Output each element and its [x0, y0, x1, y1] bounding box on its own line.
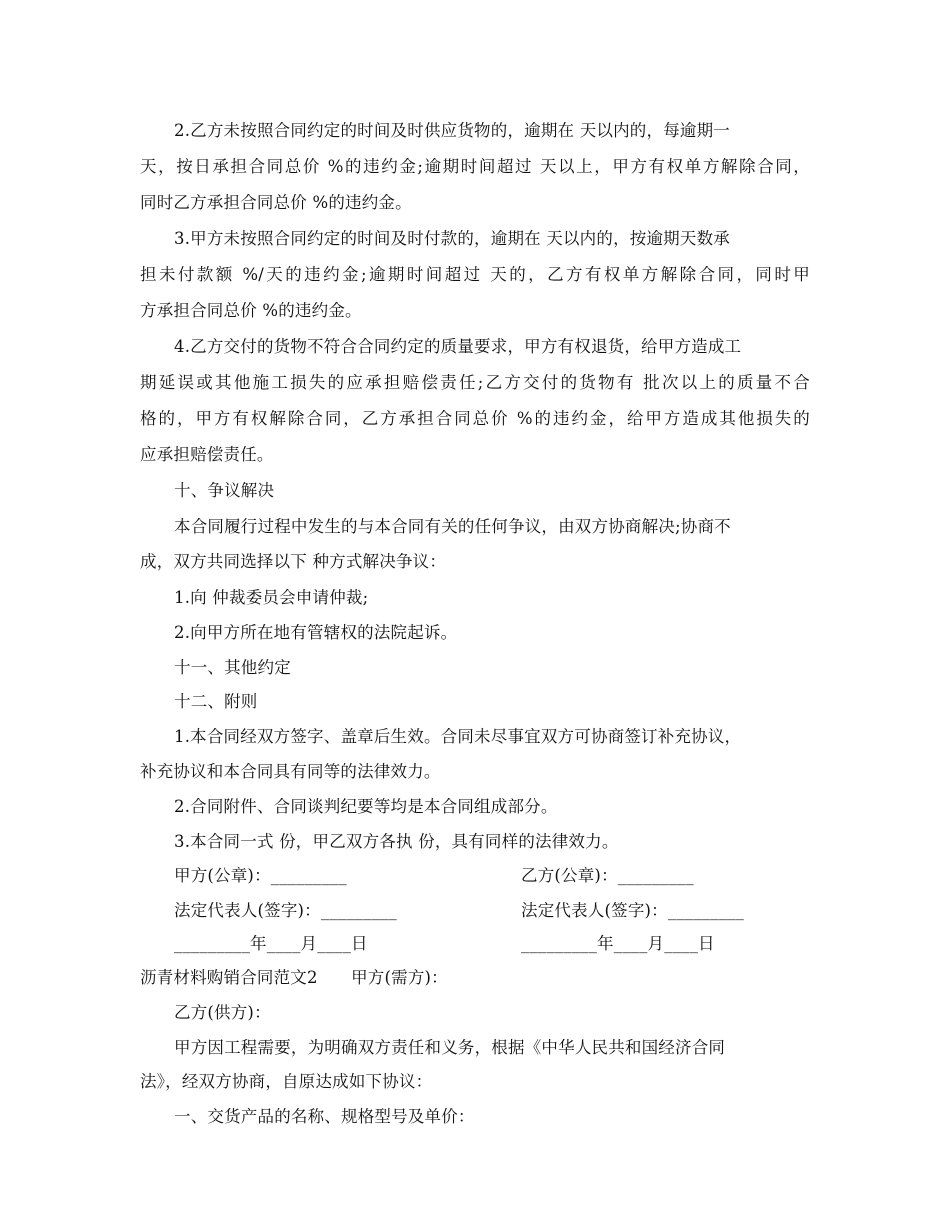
section-heading-other: 十一、其他约定: [174, 658, 291, 677]
clause-4-line-2: 期延误或其他施工损失的应承担赔偿责任;乙方交付的货物有 批次以上的质量不合: [140, 373, 810, 392]
preamble-line-2: 法》，经双方协商，自原达成如下协议：: [140, 1072, 433, 1091]
clause-4-line-4: 应承担赔偿责任。: [140, 445, 274, 464]
clause-4-line-1: 4.乙方交付的货物不符合合同约定的质量要求，甲方有权退货，给甲方造成工: [174, 337, 742, 356]
party-b-seal: 乙方(公章)：_________: [521, 866, 694, 885]
clause-2-line-2: 天，按日承担合同总价 %的违约金;逾期时间超过 天以上，甲方有权单方解除合同，: [140, 157, 810, 176]
dispute-line-2: 成，双方共同选择以下 种方式解决争议：: [140, 552, 447, 571]
dispute-line-1: 本合同履行过程中发生的与本合同有关的任何争议，由双方协商解决;协商不: [174, 517, 731, 536]
clause-3-line-2: 担未付款额 %/天的违约金;逾期时间超过 天的，乙方有权单方解除合同，同时甲: [140, 265, 810, 284]
appendix-3: 3.本合同一式 份，甲乙双方各执 份，具有同样的法律效力。: [174, 832, 619, 851]
clause-2-line-3: 同时乙方承担合同总价 %的违约金。: [140, 193, 412, 212]
dispute-option-2: 2.向甲方所在地有管辖权的法院起诉。: [174, 623, 458, 642]
appendix-1-line-2: 补充协议和本合同具有同等的法律效力。: [140, 762, 441, 781]
clause-4-line-3: 格的，甲方有权解除合同，乙方承担合同总价 %的违约金，给甲方造成其他损失的: [140, 409, 810, 428]
appendix-1-line-1: 1.本合同经双方签字、盖章后生效。合同未尽事宜双方可协商签订补充协议，: [174, 727, 742, 746]
party-b-representative: 法定代表人(签字)：_________: [521, 901, 744, 920]
party-a-representative: 法定代表人(签字)：_________: [174, 901, 397, 920]
preamble-line-1: 甲方因工程需要，为明确双方责任和义务，根据《中华人民共和国经济合同: [174, 1038, 726, 1057]
clause-3-line-1: 3.甲方未按照合同约定的时间及时付款的，逾期在 天以内的，按逾期天数承: [174, 229, 730, 248]
party-b-supplier: 乙方(供方)：: [174, 1003, 271, 1022]
party-a-date: _________年____月____日: [174, 934, 368, 953]
party-a-seal: 甲方(公章)：_________: [174, 866, 347, 885]
appendix-2: 2.合同附件、合同谈判纪要等均是本合同组成部分。: [174, 797, 558, 816]
dispute-option-1: 1.向 仲裁委员会申请仲裁;: [174, 588, 369, 607]
party-b-date: _________年____月____日: [521, 934, 715, 953]
section-heading-dispute: 十、争议解决: [174, 481, 275, 500]
section-heading-appendix: 十二、附则: [174, 692, 258, 711]
clause-3-line-3: 方承担合同总价 %的违约金。: [140, 301, 362, 320]
section-heading-products: 一、交货产品的名称、规格型号及单价：: [174, 1107, 475, 1126]
clause-2-line-1: 2.乙方未按照合同约定的时间及时供应货物的，逾期在 天以内的，每逾期一: [174, 121, 730, 140]
sample-2-title: 沥青材料购销合同范文2 甲方(需方)：: [140, 968, 448, 987]
